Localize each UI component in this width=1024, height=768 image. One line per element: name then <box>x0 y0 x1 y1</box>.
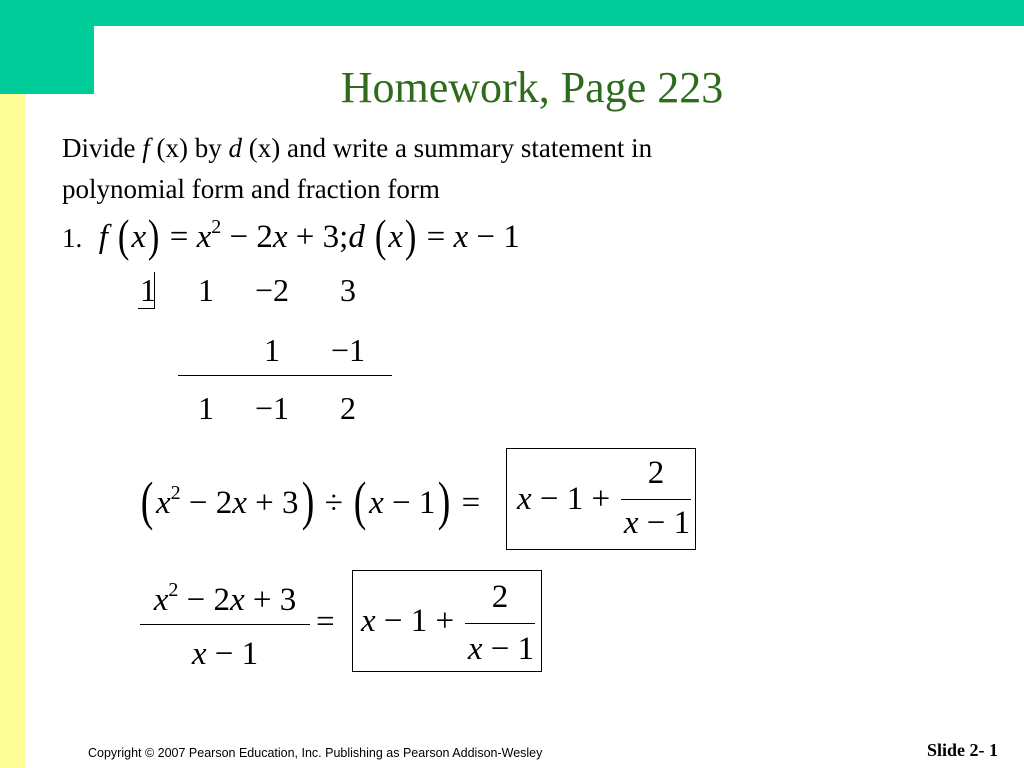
row3-value-2: −1 <box>254 390 290 426</box>
polynomial-form-statement: $(x^2 - 2x + 3) \div (x - 1)$ = <box>140 471 481 531</box>
row2-value-1: 1 <box>264 332 280 368</box>
row1-coef-1: 1 <box>198 272 214 308</box>
polynomial-form-result-box: x − 1 + 2 x − 1 <box>506 448 696 550</box>
fraction-form-result-box: x − 1 + 2 x − 1 <box>352 570 542 672</box>
left-accent-bar <box>0 94 26 768</box>
division-rule <box>178 375 392 376</box>
divisor-value: 1 <box>140 272 156 308</box>
instruction-text: Divide f (x) by d (x) and write a summary statement in polynomial form and fraction form <box>62 133 653 204</box>
top-accent-bar <box>94 0 1024 26</box>
copyright-footer: Copyright © 2007 Pearson Education, Inc. Publishing as Pearson Addison-Wesley <box>88 746 543 760</box>
slide-number: Slide 2- 1 <box>926 740 998 760</box>
row3-value-3: 2 <box>340 390 356 426</box>
row1-coef-3: 3 <box>340 272 356 308</box>
row3-value-1: 1 <box>198 390 214 426</box>
problem-number: 1. <box>62 223 83 253</box>
row2-value-2: −1 <box>330 332 366 368</box>
problem-statement: 1. f $(x) = x^2 - 2x$ + 3;d (x) = x − 1 <box>62 210 520 261</box>
row1-coef-2: −2 <box>254 272 290 308</box>
slide-title: Homework, Page 223 <box>340 63 724 112</box>
